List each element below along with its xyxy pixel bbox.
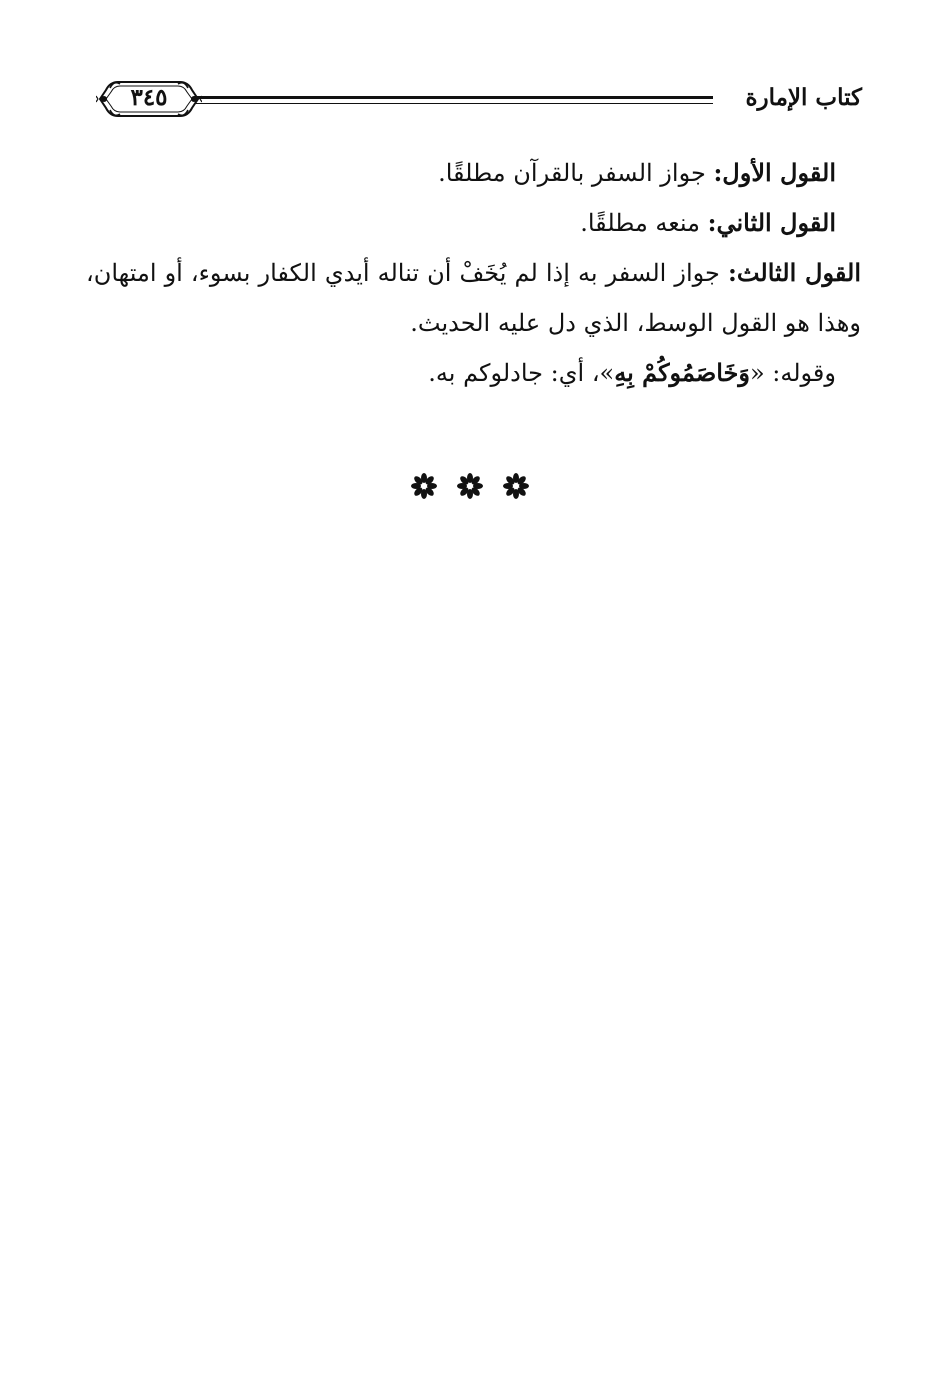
text-first-opinion: جواز السفر بالقرآن مطلقًا. [438, 159, 714, 187]
page-number: ٣٤٥ [130, 84, 168, 111]
term-third-opinion: القول الثالث: [727, 258, 861, 287]
term-second-opinion: القول الثاني: [707, 208, 836, 237]
eight-petal-flower-icon [502, 472, 530, 500]
paragraph-first-opinion [86, 148, 836, 198]
quoted-phrase: وَخَاصَمُوكُمْ بِهِ [614, 358, 750, 387]
text-third-opinion: جواز السفر به إذا لم يُخَفْ أن تناله أيدي الكفار بسوء، أو امتهان، وهذا هو القول الوسط، الذي دل عليه الحديث. [86, 259, 861, 337]
eight-petal-flower-icon [410, 472, 438, 500]
section-separator [400, 472, 540, 508]
text-second-opinion: منعه مطلقًا. [580, 209, 708, 237]
running-title: كتاب الإمارة [745, 84, 862, 111]
paragraph-third-opinion [86, 248, 861, 348]
paragraph-explanation [86, 348, 836, 398]
explanation-prefix: وقوله: « [749, 359, 836, 387]
explanation-suffix: »، أي: جادلوكم به. [428, 359, 615, 387]
body-text [86, 148, 861, 398]
header-rule [194, 96, 713, 104]
paragraph-second-opinion [86, 198, 836, 248]
term-first-opinion: القول الأول: [713, 158, 836, 187]
page-number-frame [96, 76, 202, 122]
eight-petal-flower-icon [456, 472, 484, 500]
